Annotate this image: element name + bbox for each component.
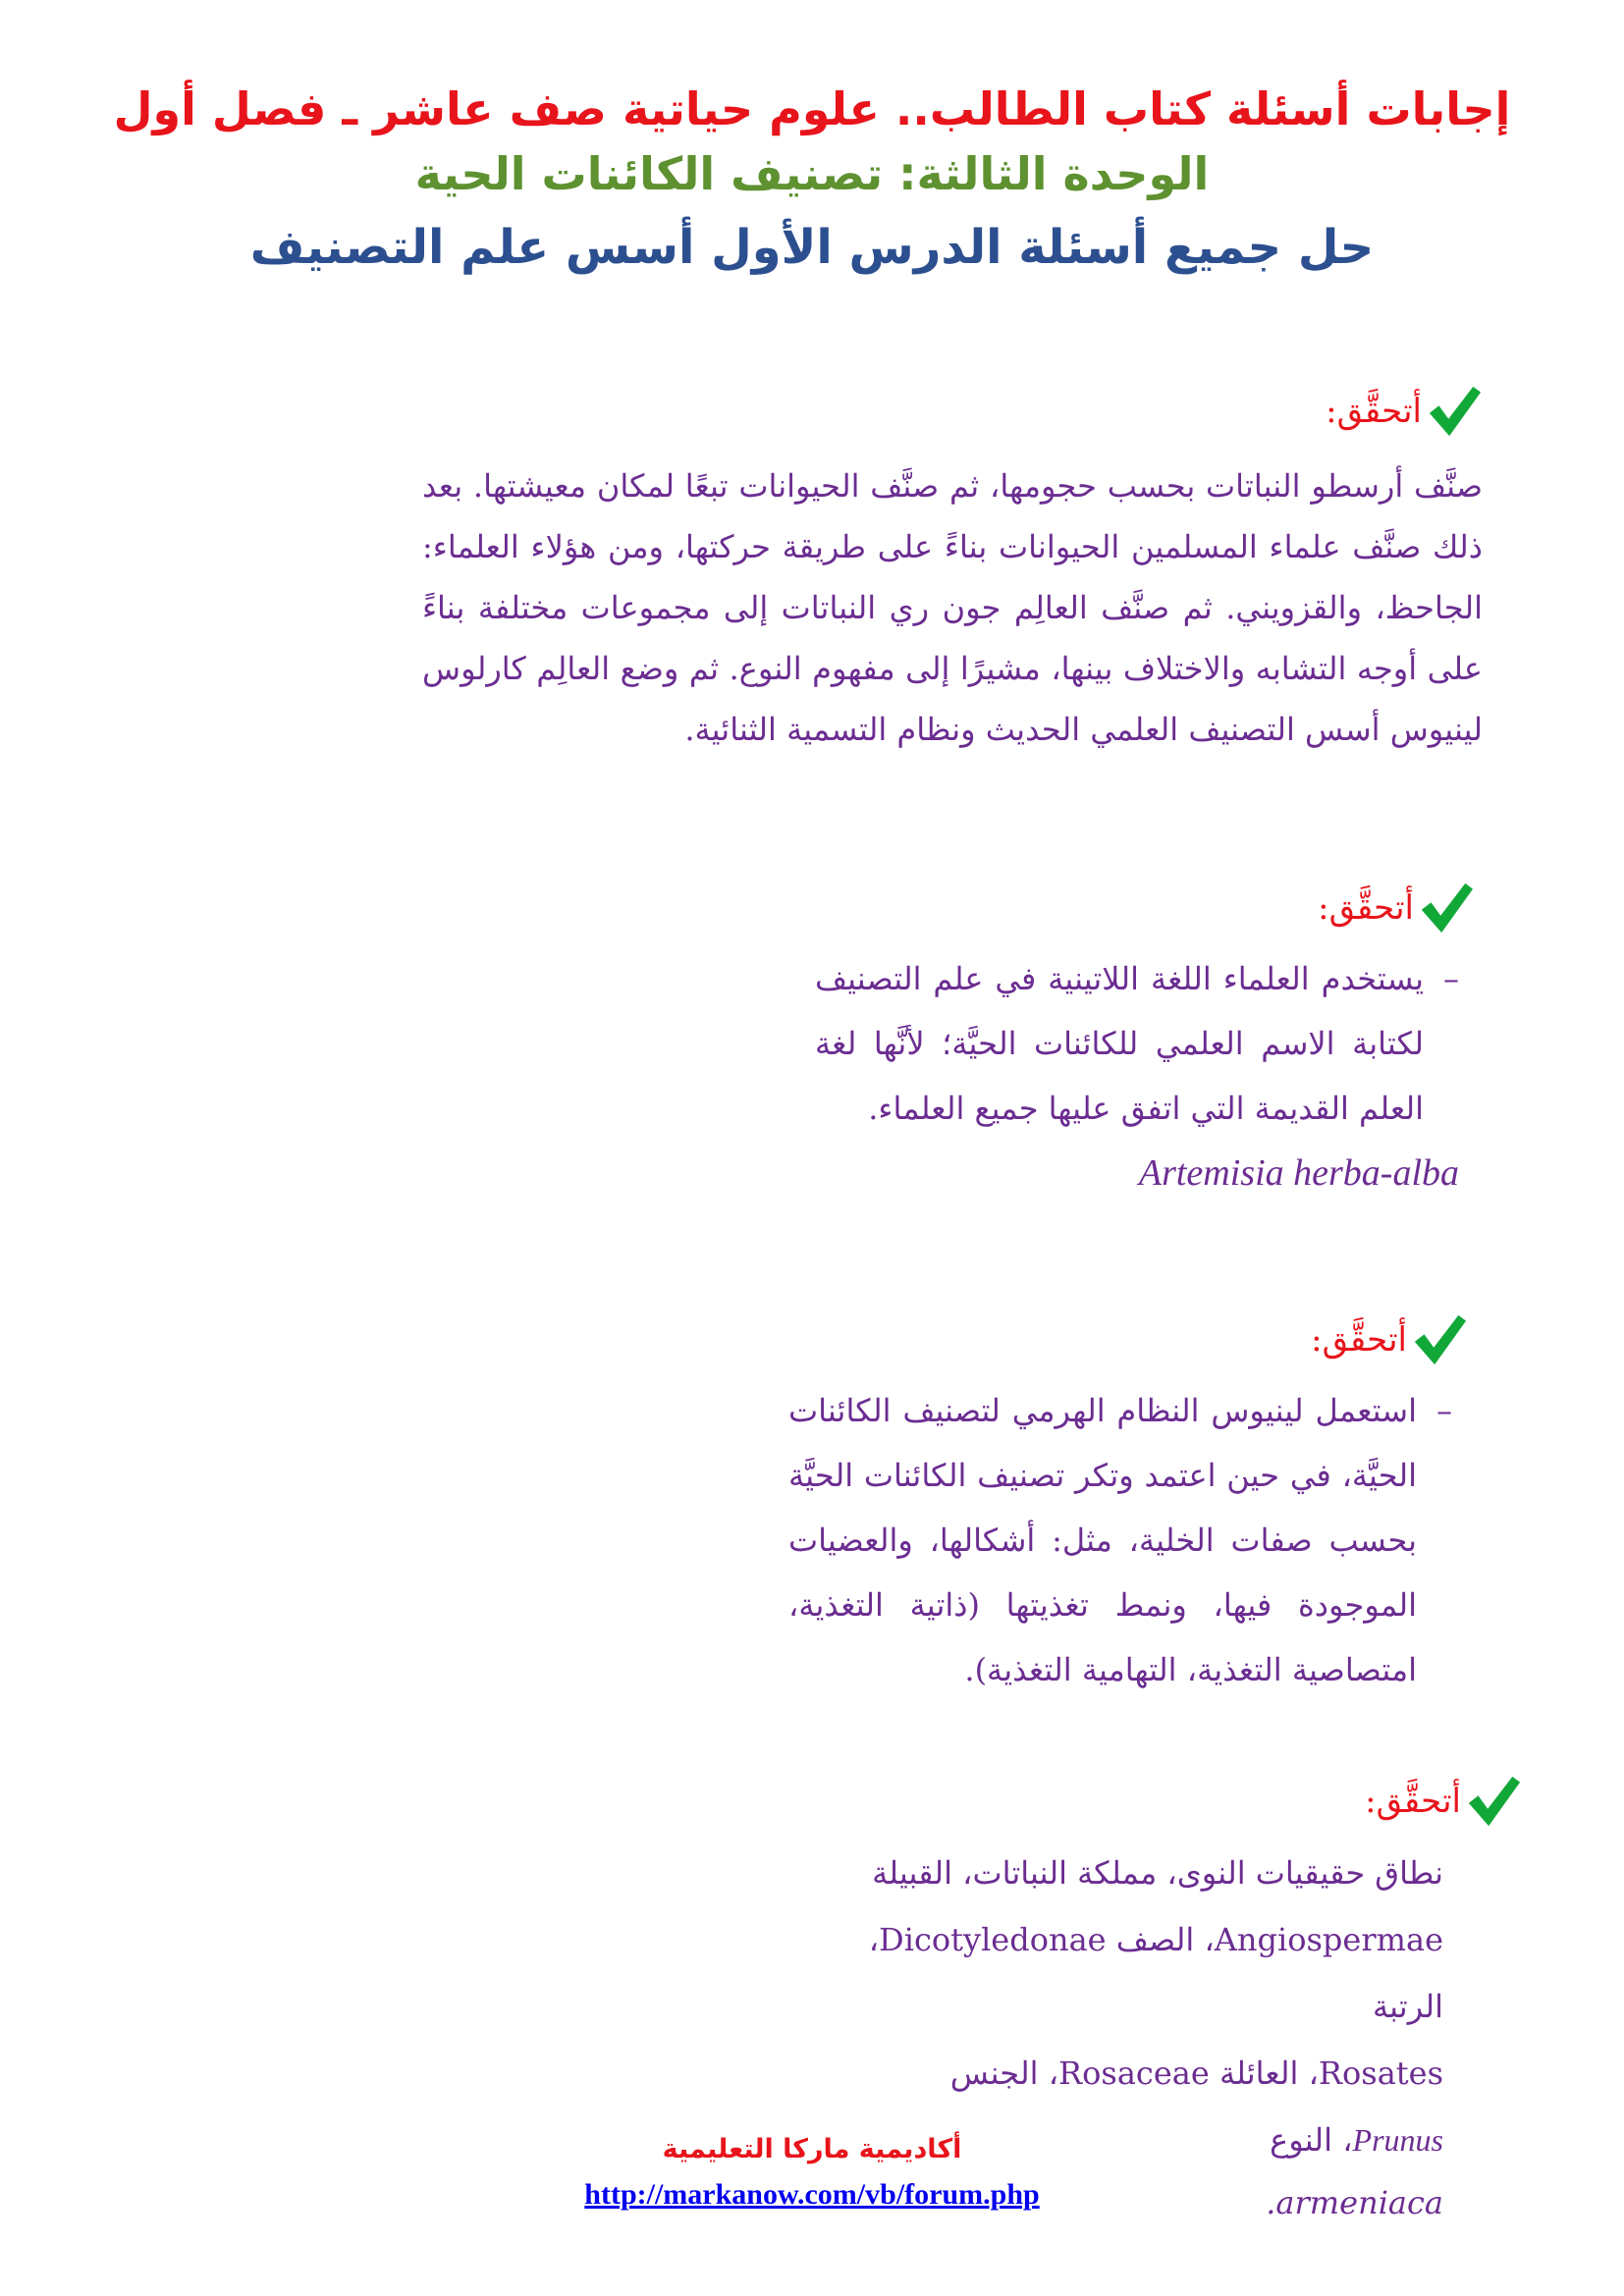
checkmark-icon	[1418, 880, 1475, 936]
checkmark-icon	[1465, 1773, 1522, 1830]
section-heading	[844, 1767, 1522, 1836]
answer-text: صنَّف أرسطو النباتات بحسب حجومها، ثم صنَّف الحيوانات تبعًا لمكان معيشتها. بعد ذلك صنَّف علماء المسلمين الحيوانات بناءً على طريقة حركتها، ومن هؤلاء العلماء: الجاحظ، والقزويني. ثم صنَّف العالِم جون ري النباتات إلى مجموعات مختلفة بناءً على أوجه التشابه والاختلاف بينها، مشيرًا إلى مفهوم النوع. ثم وضع العالِم كارلوس لينيوس أسس التصنيف العلمي الحديث ونظام التسمية الثنائية.	[422, 467, 1483, 748]
species-name: .armeniaca	[1266, 2184, 1443, 2221]
taxonomy-line-1: نطاق حقيقيات النوى، مملكة النباتات، القبيلة	[872, 1854, 1443, 1892]
title-line-2: الوحدة الثالثة: تصنيف الكائنات الحية	[414, 147, 1210, 200]
title-line-1: إجابات أسئلة كتاب الطالب.. علوم حياتية صف عاشر ـ فصل أول	[113, 82, 1511, 135]
checkmark-icon	[1426, 383, 1483, 440]
answer-section-2	[776, 874, 1475, 1205]
answer-section-1	[393, 377, 1483, 760]
genus-name: Prunus	[1352, 2122, 1443, 2158]
taxonomy-line-2: Angiospermae، الصف Dicotyledonae، الرتبة	[868, 1921, 1443, 2025]
footer	[0, 2134, 1624, 2212]
answer-section-3	[756, 1306, 1468, 1702]
section-heading	[756, 1306, 1468, 1374]
checkmark-icon	[1411, 1311, 1468, 1368]
section-heading-label: أتحقَّق:	[1326, 392, 1422, 431]
bullet-dash: –	[1436, 1392, 1452, 1429]
answer-text: استعمل لينيوس النظام الهرمي لتصنيف الكائنات الحيَّة، في حين اعتمد وتكر تصنيف الكائنات الحيَّة بحسب صفات الخلية، مثل: أشكالها، والعضيات الموجودة فيها، ونمط تغذيتها (ذاتية التغذية، امتصاصية التغذية، التهامية التغذية).	[788, 1392, 1417, 1688]
title-line-3: حل جميع أسئلة الدرس الأول أسس علم التصنيف	[249, 220, 1375, 275]
section-heading-label: أتحقَّق:	[1318, 888, 1414, 928]
section-heading	[776, 874, 1475, 942]
section-heading-label: أتحقَّق:	[1365, 1782, 1461, 1821]
footer-organization: أكاديمية ماركا التعليمية	[662, 2134, 962, 2164]
bullet-item	[806, 946, 1459, 1141]
footer-forum-link[interactable]: http://markanow.com/vb/forum.php	[584, 2178, 1040, 2211]
section-heading-label: أتحقَّق:	[1311, 1320, 1407, 1360]
bullet-dash: –	[1443, 960, 1459, 997]
section-heading	[393, 377, 1483, 446]
scientific-name: Artemisia herba-alba	[1138, 1152, 1459, 1194]
species-label: ، النوع	[1270, 2121, 1353, 2159]
taxonomy-ranks-text: Rosates، العائلة Rosaceae، الجنس	[949, 2055, 1443, 2092]
bullet-item	[775, 1378, 1452, 1702]
answer-text: يستخدم العلماء اللغة اللاتينية في علم التصنيف لكتابة الاسم العلمي للكائنات الحيَّة؛ لأنَّها لغة العلم القديمة التي اتفق عليها جميع العلماء.	[815, 960, 1424, 1127]
